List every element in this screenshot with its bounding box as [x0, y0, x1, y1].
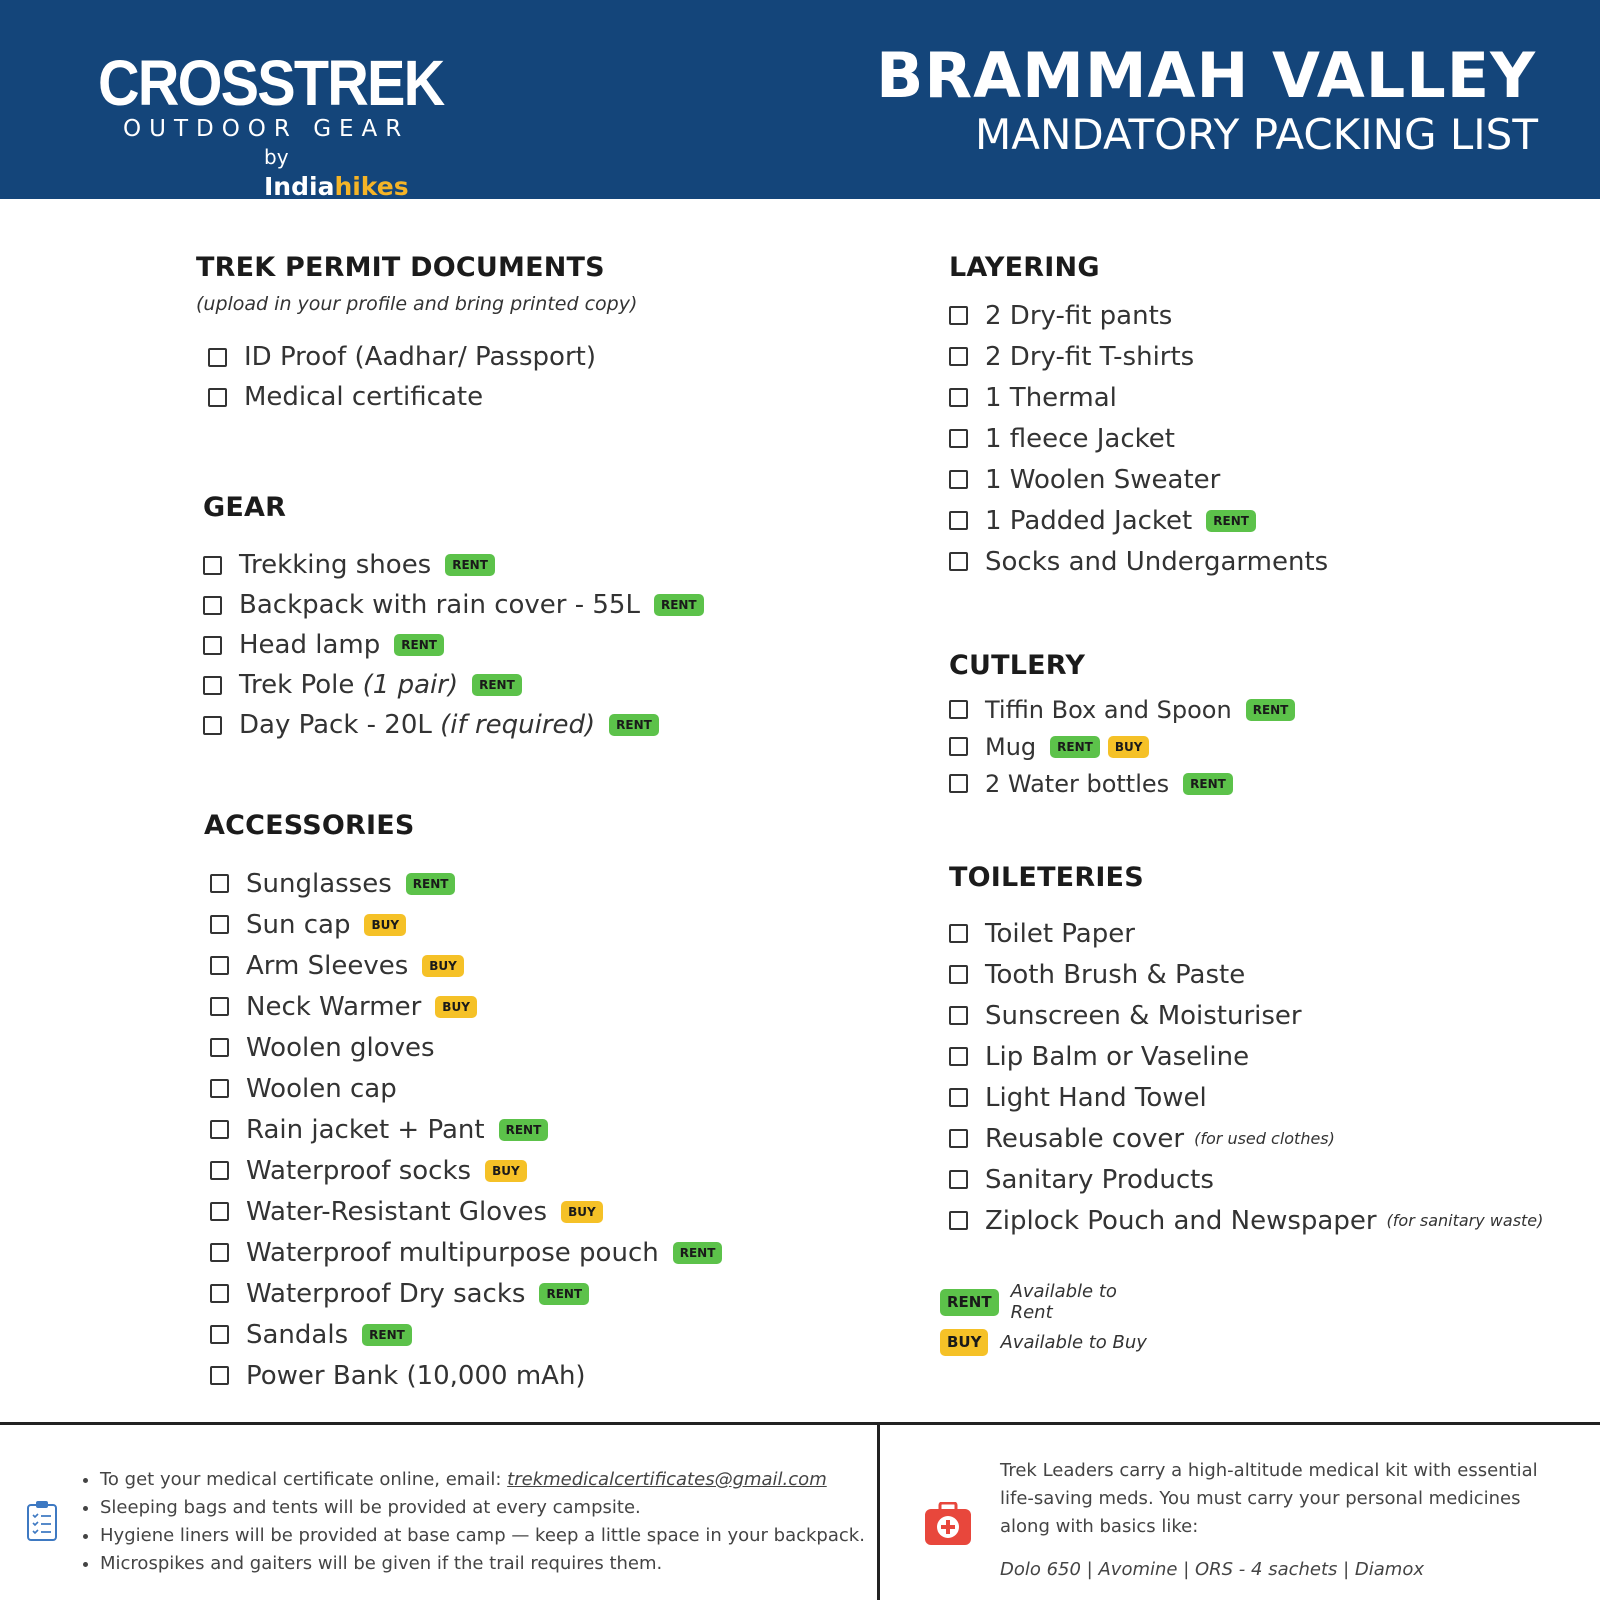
rent-badge: RENT [1050, 736, 1100, 758]
section-title: TOILETERIES [949, 862, 1144, 893]
checkbox[interactable] [203, 716, 222, 735]
footer-note [100, 1466, 868, 1494]
item-label: 2 Dry-fit pants [985, 300, 1173, 331]
header-banner [0, 0, 1600, 199]
rent-badge: RENT [472, 674, 522, 696]
footer-note: • Microspikes and gaiters will be given if the trail requires them. [100, 1550, 868, 1578]
item-label: Day Pack - 20L [239, 710, 432, 740]
checkbox[interactable] [210, 915, 229, 934]
page-subtitle: MANDATORY PACKING LIST [975, 110, 1538, 159]
item-label: Power Bank (10,000 mAh) [246, 1360, 586, 1391]
list-item [949, 954, 1543, 995]
item-label: Rain jacket + Pant [246, 1114, 485, 1145]
checkbox[interactable] [210, 874, 229, 893]
legend-buy [940, 1322, 1160, 1362]
note-text: To get your medical certificate online, email: [100, 1469, 508, 1490]
checkbox[interactable] [949, 552, 968, 571]
checkbox[interactable] [949, 1088, 968, 1107]
checkbox[interactable] [949, 429, 968, 448]
brand-tagline: OUTDOOR GEAR [123, 116, 410, 142]
section-layering [949, 252, 1328, 582]
checkbox[interactable] [208, 388, 227, 407]
item-note: (for sanitary waste) [1386, 1211, 1544, 1230]
brand-india: India [264, 172, 335, 201]
list-item [208, 377, 637, 417]
section-permit-documents [196, 252, 637, 417]
rent-badge: RENT [940, 1289, 999, 1316]
item-label: 1 Padded Jacket [985, 505, 1193, 536]
footer-column-divider [877, 1424, 880, 1600]
list-item [949, 1118, 1543, 1159]
list-item [210, 1273, 722, 1314]
checkbox[interactable] [210, 997, 229, 1016]
rent-badge: RENT [609, 714, 659, 736]
checkbox[interactable] [210, 956, 229, 975]
list-item [210, 1314, 722, 1355]
badge-legend [940, 1282, 1160, 1362]
list-item [210, 1355, 722, 1396]
checkbox[interactable] [210, 1366, 229, 1385]
item-label: Lip Balm or Vaseline [985, 1041, 1250, 1072]
item-label: Medical certificate [244, 382, 484, 412]
buy-badge: BUY [435, 996, 477, 1018]
item-label: Woolen gloves [246, 1032, 435, 1063]
legend-rent [940, 1282, 1160, 1322]
list-item [949, 295, 1328, 336]
list-item [210, 986, 722, 1027]
section-title: CUTLERY [949, 650, 1086, 681]
rent-badge: RENT [394, 634, 444, 656]
list-item [203, 705, 704, 745]
checkbox[interactable] [949, 700, 968, 719]
checkbox[interactable] [210, 1120, 229, 1139]
item-label: Water-Resistant Gloves [246, 1196, 548, 1227]
checkbox[interactable] [210, 1079, 229, 1098]
item-label: Mug [985, 732, 1037, 761]
section-toiletries [949, 862, 1543, 1241]
checkbox[interactable] [949, 1211, 968, 1230]
item-note: (if required) [440, 710, 596, 740]
item-note: (1 pair) [362, 670, 459, 700]
checkbox[interactable] [949, 1006, 968, 1025]
rent-badge: RENT [654, 594, 704, 616]
section-accessories [204, 810, 722, 1396]
item-note: (for used clothes) [1194, 1129, 1335, 1148]
checkbox[interactable] [203, 596, 222, 615]
list-item [203, 585, 704, 625]
list-item [949, 913, 1543, 954]
list-item [210, 1191, 722, 1232]
list-item [949, 691, 1295, 728]
item-label: Arm Sleeves [246, 950, 409, 981]
item-label: Reusable cover [985, 1123, 1185, 1154]
list-item [210, 1232, 722, 1273]
checkbox[interactable] [210, 1284, 229, 1303]
page-title: BRAMMAH VALLEY [876, 39, 1536, 112]
item-label: Trekking shoes [239, 550, 432, 580]
rent-badge: RENT [445, 554, 495, 576]
checkbox[interactable] [949, 347, 968, 366]
rent-badge: RENT [1183, 773, 1233, 795]
list-item [203, 625, 704, 665]
item-label: 1 Thermal [985, 382, 1117, 413]
first-aid-kit-icon [924, 1502, 972, 1550]
item-label: Sunglasses [246, 868, 392, 899]
item-label: Tiffin Box and Spoon [985, 695, 1232, 724]
checkbox[interactable] [203, 636, 222, 655]
checkbox[interactable] [210, 1161, 229, 1180]
list-item [210, 1027, 722, 1068]
item-label: Socks and Undergarments [985, 546, 1329, 577]
list-item [949, 765, 1295, 802]
buy-badge: BUY [940, 1329, 988, 1356]
section-gear [203, 492, 704, 745]
item-label: 1 Woolen Sweater [985, 464, 1221, 495]
checkbox[interactable] [949, 1047, 968, 1066]
brand-by: by [264, 145, 289, 169]
item-label: Backpack with rain cover - 55L [239, 590, 640, 620]
buy-badge: BUY [1108, 736, 1150, 758]
list-item [210, 945, 722, 986]
section-note: (upload in your profile and bring printed copy) [196, 293, 638, 315]
item-label: Trek Pole [239, 670, 355, 700]
list-item [949, 1036, 1543, 1077]
section-cutlery [949, 650, 1295, 802]
item-label: Toilet Paper [985, 918, 1135, 949]
list-item [210, 1109, 722, 1150]
item-label: 1 fleece Jacket [985, 423, 1175, 454]
list-item [208, 337, 637, 377]
checkbox[interactable] [210, 1202, 229, 1221]
brand-hikes: hikes [334, 172, 409, 201]
rent-badge: RENT [1206, 510, 1256, 532]
list-item [949, 1077, 1543, 1118]
footer-notes [78, 1466, 868, 1578]
checkbox[interactable] [949, 511, 968, 530]
item-label: Tooth Brush & Paste [985, 959, 1246, 990]
item-label: Sandals [246, 1319, 349, 1350]
brand-by-line [264, 142, 438, 203]
checkbox[interactable] [949, 1129, 968, 1148]
section-title: GEAR [203, 492, 287, 523]
checkbox[interactable] [949, 470, 968, 489]
rent-badge: RENT [362, 1324, 412, 1346]
item-label: Woolen cap [246, 1073, 397, 1104]
rent-badge: RENT [673, 1242, 723, 1264]
item-label: ID Proof (Aadhar/ Passport) [244, 342, 596, 372]
item-label: Waterproof multipurpose pouch [246, 1237, 659, 1268]
list-item [210, 904, 722, 945]
checkbox[interactable] [203, 676, 222, 695]
checkbox[interactable] [203, 556, 222, 575]
list-item [203, 665, 704, 705]
rent-badge: RENT [1246, 699, 1296, 721]
footer-note: • Hygiene liners will be provided at base camp — keep a little space in your backpack. [100, 1522, 868, 1550]
item-label: Head lamp [239, 630, 381, 660]
section-title: LAYERING [949, 252, 1100, 283]
list-item [203, 545, 704, 585]
checkbox[interactable] [949, 965, 968, 984]
list-item [949, 336, 1328, 377]
legend-rent-text: Available to Rent [1010, 1281, 1117, 1323]
buy-badge: BUY [364, 914, 406, 936]
checkbox[interactable] [949, 924, 968, 943]
list-item [210, 863, 722, 904]
buy-badge: BUY [561, 1201, 603, 1223]
list-item [210, 1068, 722, 1109]
rent-badge: RENT [539, 1283, 589, 1305]
item-label: Sanitary Products [985, 1164, 1214, 1195]
item-label: 2 Dry-fit T-shirts [985, 341, 1195, 372]
item-label: Neck Warmer [246, 991, 422, 1022]
item-label: Ziplock Pouch and Newspaper [985, 1205, 1377, 1236]
item-label: Waterproof socks [246, 1155, 472, 1186]
item-label: 2 Water bottles [985, 769, 1170, 798]
legend-buy-text: Available to Buy [1000, 1331, 1147, 1353]
list-item [949, 1159, 1543, 1200]
medical-kit-note [1000, 1457, 1560, 1580]
footer-divider [0, 1422, 1600, 1425]
brand-name: CROSSTREK [98, 47, 444, 119]
rent-badge: RENT [406, 873, 456, 895]
section-title: TREK PERMIT DOCUMENTS [196, 252, 605, 283]
basic-medicines: Dolo 650 | Avomine | ORS - 4 sachets | Diamox [1000, 1559, 1425, 1580]
item-label: Sun cap [246, 909, 351, 940]
checkbox[interactable] [949, 306, 968, 325]
section-title: ACCESSORIES [204, 810, 415, 841]
checkbox[interactable] [210, 1243, 229, 1262]
checkbox[interactable] [949, 774, 968, 793]
email-link[interactable]: trekmedicalcertificates@gmail.com [507, 1469, 827, 1490]
medical-kit-text: Trek Leaders carry a high-altitude medical kit with essential life-saving meds. You must carry your personal medicines along with basics like: [1000, 1460, 1538, 1537]
list-item [949, 418, 1328, 459]
list-item [949, 459, 1328, 500]
footer-note: • Sleeping bags and tents will be provided at every campsite. [100, 1494, 868, 1522]
brand-logo [98, 47, 444, 203]
item-label: Light Hand Towel [985, 1082, 1207, 1113]
list-item [949, 728, 1295, 765]
list-item [949, 500, 1328, 541]
buy-badge: BUY [422, 955, 464, 977]
list-item [949, 377, 1328, 418]
list-item [949, 1200, 1543, 1241]
checkbox[interactable] [210, 1325, 229, 1344]
list-item [210, 1150, 722, 1191]
buy-badge: BUY [485, 1160, 527, 1182]
item-label: Sunscreen & Moisturiser [985, 1000, 1302, 1031]
rent-badge: RENT [499, 1119, 549, 1141]
list-item [949, 541, 1328, 582]
clipboard-checklist-icon [26, 1500, 58, 1546]
checkbox[interactable] [949, 1170, 968, 1189]
checkbox[interactable] [949, 388, 968, 407]
checkbox[interactable] [208, 348, 227, 367]
item-label: Waterproof Dry sacks [246, 1278, 526, 1309]
list-item [949, 995, 1543, 1036]
checkbox[interactable] [210, 1038, 229, 1057]
checkbox[interactable] [949, 737, 968, 756]
